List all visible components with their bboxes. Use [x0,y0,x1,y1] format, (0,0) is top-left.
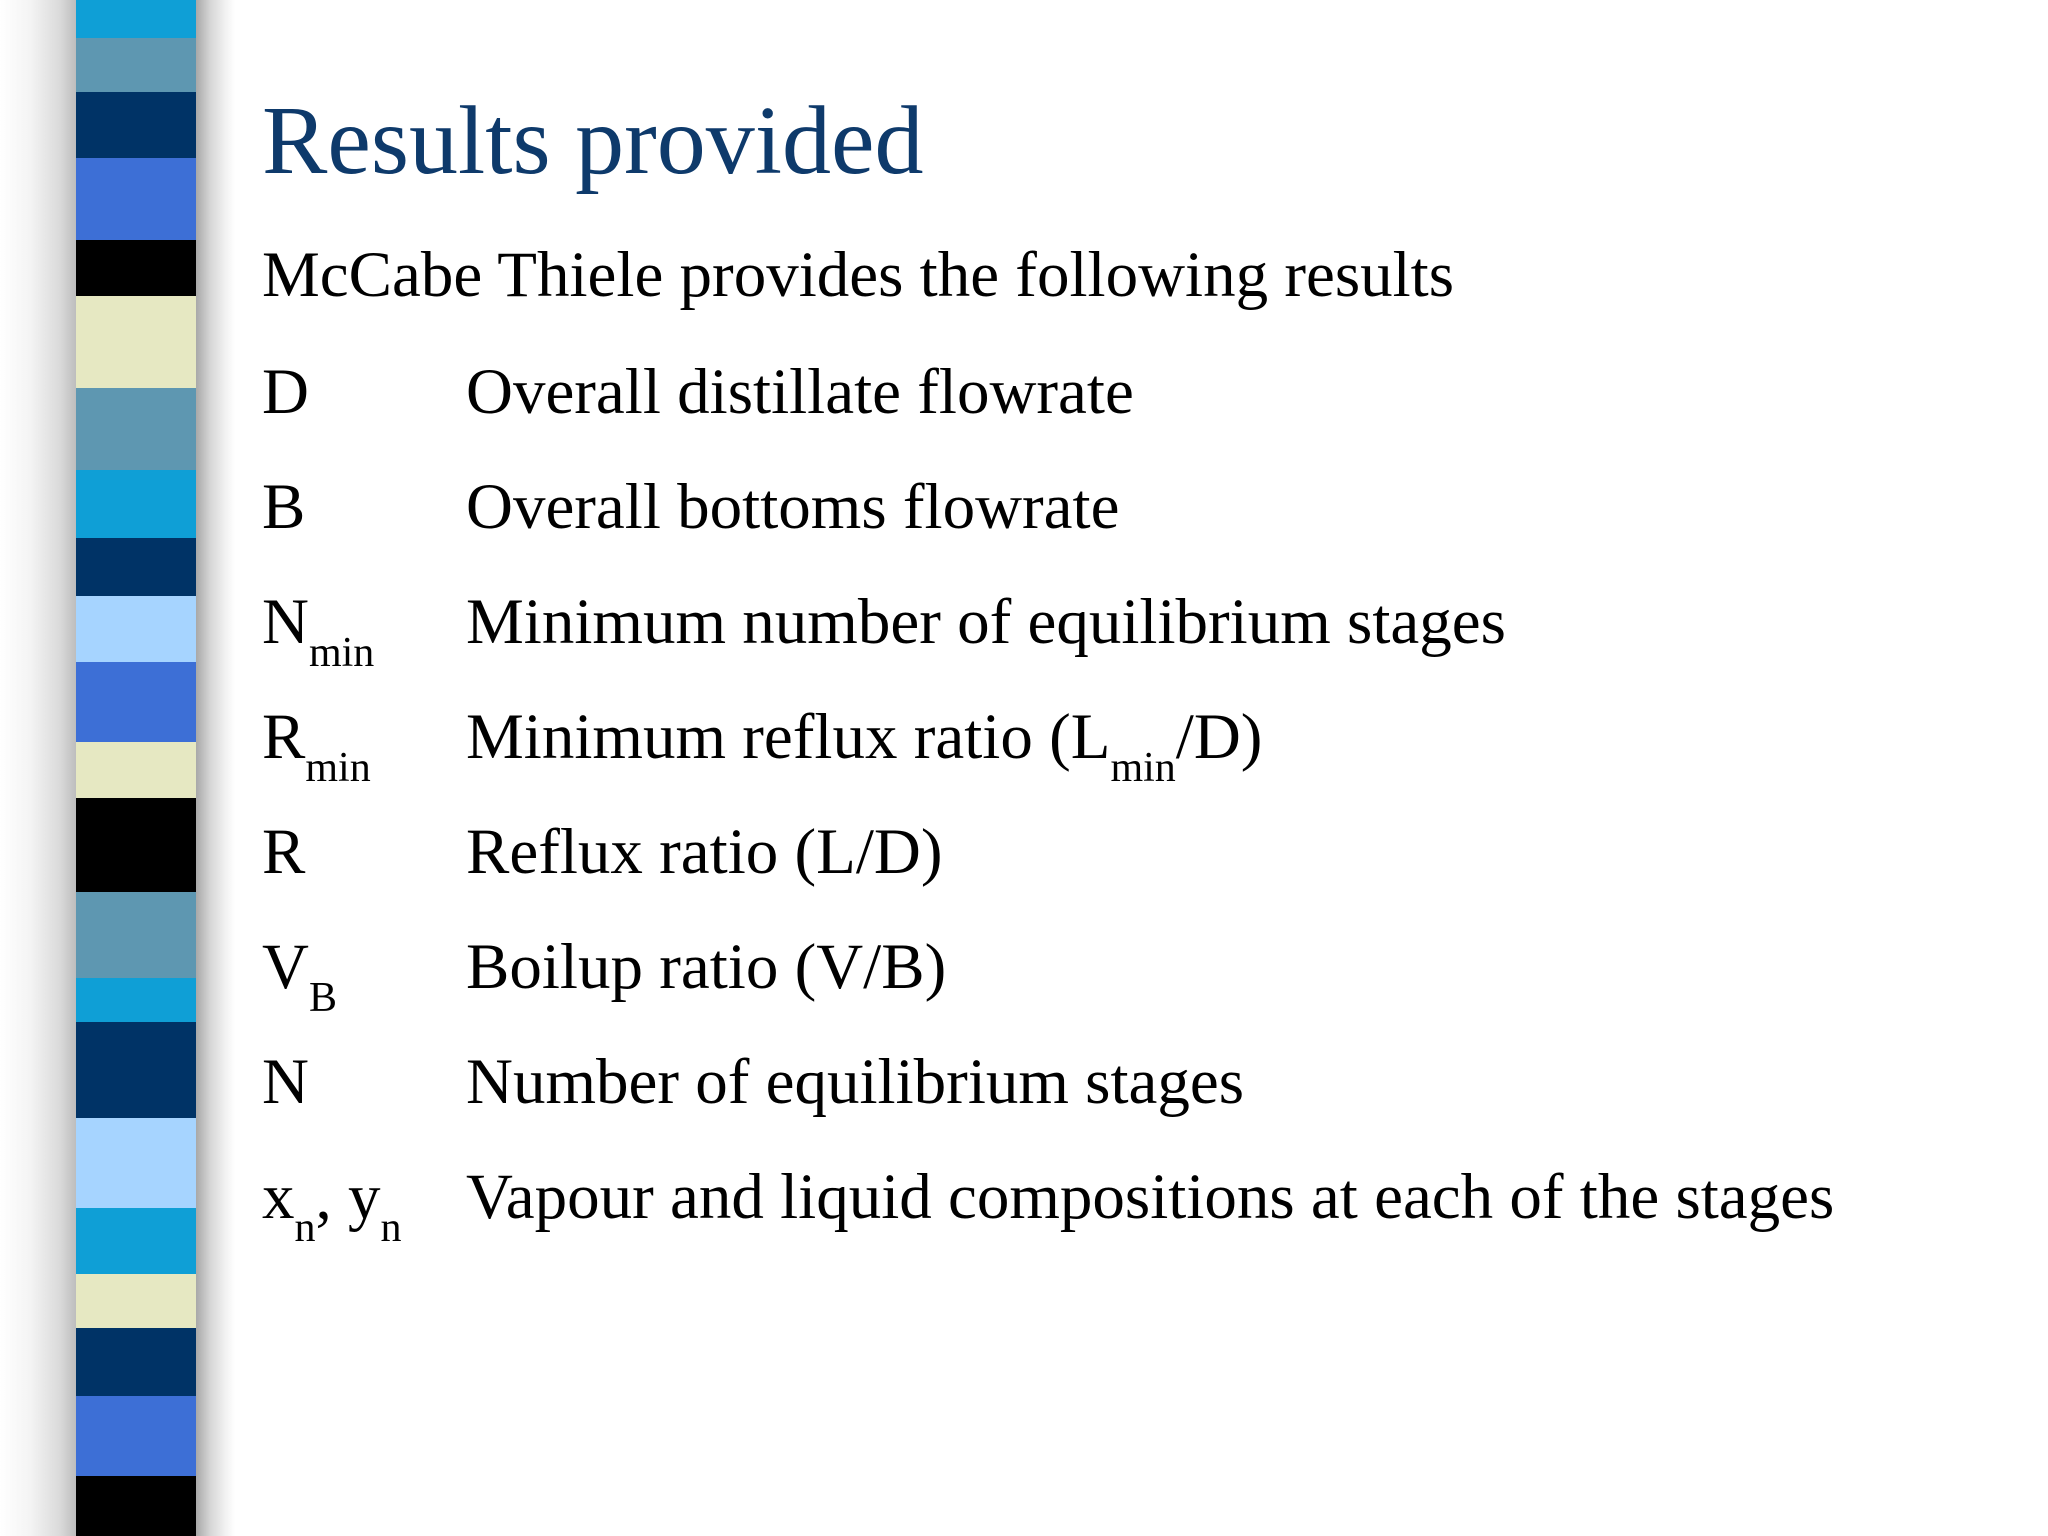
result-description: Minimum number of equilibrium stages [466,586,1506,658]
strip-band [76,296,196,388]
strip-band [76,662,196,742]
result-symbol: $R_{min}$ [262,701,371,791]
result-description: Minimum reflux ratio $(L_{min}/D)$ [466,701,1263,791]
result-symbol: B [262,471,306,543]
strip-band [76,798,196,892]
symbol-subscript: min [308,630,375,676]
result-description: Boilup ratio (V/B) [466,931,947,1003]
result-symbol: $x_n$, $y_n$ [262,1161,402,1251]
strip-band [76,742,196,798]
strip-band [76,978,196,1022]
result-symbol: $V_B$ [262,931,337,1021]
result-symbol: R [262,816,306,888]
decorative-color-strip [76,0,196,1536]
strip-band [76,1118,196,1208]
result-description: Number of equilibrium stages [466,1046,1245,1118]
strip-band [76,38,196,92]
result-symbol: $N_{min}$ [262,586,375,676]
strip-band [76,1208,196,1274]
description-subscript: min [1110,745,1176,791]
result-description: Reflux ratio (L/D) [466,816,943,888]
result-symbol: D [262,356,309,428]
strip-band [76,596,196,662]
result-description: Overall distillate flowrate [466,356,1134,428]
symbol-subscript: B [308,975,337,1021]
strip-band [76,892,196,978]
symbol-subscript: n [380,1205,402,1251]
symbol-subscript: min [305,745,371,791]
strip-band [76,0,196,38]
result-description: Vapour and liquid compositions at each of the stages [466,1161,1835,1233]
strip-band [76,388,196,470]
strip-band [76,92,196,158]
strip-band [76,1274,196,1328]
result-description: Overall bottoms flowrate [466,471,1120,543]
result-symbol: N [262,1046,309,1118]
slide-intro: McCabe Thiele provides the following results [262,239,1455,311]
symbol-subscript: n [294,1205,316,1251]
strip-band [76,1476,196,1536]
strip-band [76,1328,196,1396]
strip-band [76,1022,196,1118]
strip-band [76,158,196,240]
slide-title: Results provided [262,87,924,195]
strip-band [76,240,196,296]
strip-band [76,470,196,538]
strip-band [76,1396,196,1476]
strip-band [76,538,196,596]
